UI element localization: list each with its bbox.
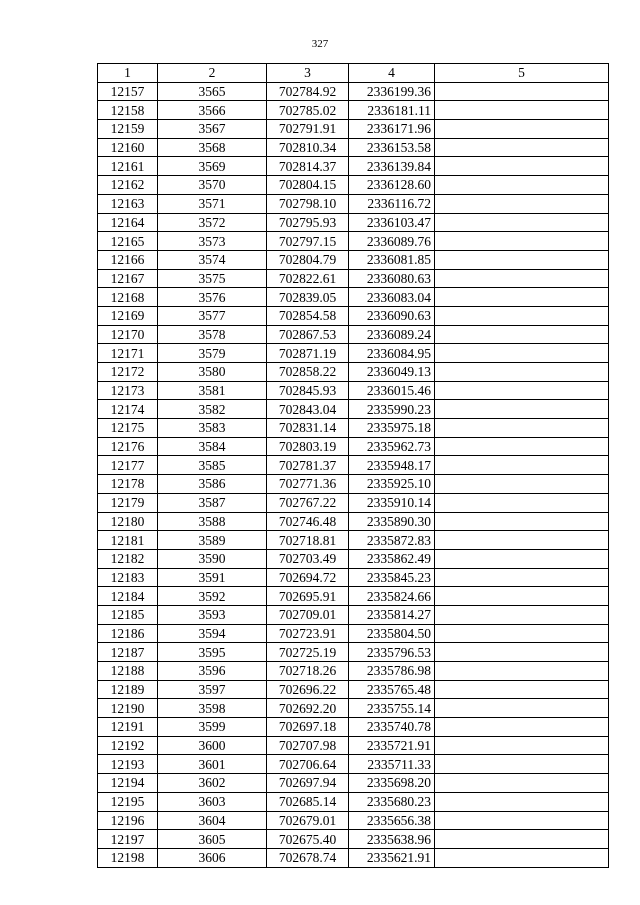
- y-coordinate-cell: 2336089.24: [349, 325, 435, 344]
- y-coordinate-cell: 2335680.23: [349, 792, 435, 811]
- table-body: [98, 82, 609, 867]
- x-coordinate-cell: 702706.64: [267, 755, 349, 774]
- y-coordinate-cell: 2336049.13: [349, 363, 435, 382]
- y-coordinate-cell: 2336015.46: [349, 381, 435, 400]
- point-number-cell: 3578: [158, 325, 267, 344]
- header-row: [98, 64, 609, 83]
- row-number-cell: 12191: [98, 718, 158, 737]
- y-coordinate-cell: 2335925.10: [349, 475, 435, 494]
- y-coordinate-cell: 2335975.18: [349, 419, 435, 438]
- x-coordinate-cell: 702709.01: [267, 605, 349, 624]
- table-row: [98, 643, 609, 662]
- row-number-cell: 12168: [98, 288, 158, 307]
- row-number-cell: 12185: [98, 605, 158, 624]
- point-number-cell: 3604: [158, 811, 267, 830]
- x-coordinate-cell: 702718.81: [267, 531, 349, 550]
- table-row: [98, 120, 609, 139]
- table-row: [98, 662, 609, 681]
- y-coordinate-cell: 2336171.96: [349, 120, 435, 139]
- point-number-cell: 3593: [158, 605, 267, 624]
- table-header: [98, 64, 609, 83]
- note-cell: [435, 680, 609, 699]
- table-row: [98, 400, 609, 419]
- y-coordinate-cell: 2335740.78: [349, 718, 435, 737]
- point-number-cell: 3574: [158, 250, 267, 269]
- y-coordinate-cell: 2335910.14: [349, 493, 435, 512]
- row-number-cell: 12178: [98, 475, 158, 494]
- table-row: [98, 680, 609, 699]
- table-row: [98, 512, 609, 531]
- note-cell: [435, 493, 609, 512]
- x-coordinate-cell: 702781.37: [267, 456, 349, 475]
- note-cell: [435, 419, 609, 438]
- y-coordinate-cell: 2335796.53: [349, 643, 435, 662]
- x-coordinate-cell: 702785.02: [267, 101, 349, 120]
- point-number-cell: 3603: [158, 792, 267, 811]
- table-row: [98, 269, 609, 288]
- note-cell: [435, 718, 609, 737]
- table-row: [98, 306, 609, 325]
- row-number-cell: 12158: [98, 101, 158, 120]
- point-number-cell: 3597: [158, 680, 267, 699]
- row-number-cell: 12174: [98, 400, 158, 419]
- note-cell: [435, 531, 609, 550]
- row-number-cell: 12162: [98, 176, 158, 195]
- table-row: [98, 475, 609, 494]
- y-coordinate-cell: 2335721.91: [349, 736, 435, 755]
- row-number-cell: 12163: [98, 194, 158, 213]
- x-coordinate-cell: 702845.93: [267, 381, 349, 400]
- y-coordinate-cell: 2336153.58: [349, 138, 435, 157]
- y-coordinate-cell: 2335862.49: [349, 549, 435, 568]
- point-number-cell: 3568: [158, 138, 267, 157]
- x-coordinate-cell: 702695.91: [267, 587, 349, 606]
- note-cell: [435, 456, 609, 475]
- x-coordinate-cell: 702804.15: [267, 176, 349, 195]
- point-number-cell: 3590: [158, 549, 267, 568]
- x-coordinate-cell: 702678.74: [267, 848, 349, 867]
- row-number-cell: 12172: [98, 363, 158, 382]
- y-coordinate-cell: 2335845.23: [349, 568, 435, 587]
- y-coordinate-cell: 2335621.91: [349, 848, 435, 867]
- note-cell: [435, 512, 609, 531]
- note-cell: [435, 587, 609, 606]
- note-cell: [435, 662, 609, 681]
- x-coordinate-cell: 702858.22: [267, 363, 349, 382]
- row-number-cell: 12187: [98, 643, 158, 662]
- point-number-cell: 3579: [158, 344, 267, 363]
- row-number-cell: 12161: [98, 157, 158, 176]
- x-coordinate-cell: 702839.05: [267, 288, 349, 307]
- note-cell: [435, 699, 609, 718]
- point-number-cell: 3589: [158, 531, 267, 550]
- row-number-cell: 12160: [98, 138, 158, 157]
- x-coordinate-cell: 702692.20: [267, 699, 349, 718]
- x-coordinate-cell: 702798.10: [267, 194, 349, 213]
- row-number-cell: 12192: [98, 736, 158, 755]
- row-number-cell: 12190: [98, 699, 158, 718]
- row-number-cell: 12167: [98, 269, 158, 288]
- x-coordinate-cell: 702797.15: [267, 232, 349, 251]
- table-row: [98, 194, 609, 213]
- column-header-4: 4: [349, 64, 435, 83]
- point-number-cell: 3606: [158, 848, 267, 867]
- note-cell: [435, 101, 609, 120]
- x-coordinate-cell: 702784.92: [267, 82, 349, 101]
- row-number-cell: 12198: [98, 848, 158, 867]
- row-number-cell: 12195: [98, 792, 158, 811]
- column-header-1: 1: [98, 64, 158, 83]
- note-cell: [435, 194, 609, 213]
- point-number-cell: 3595: [158, 643, 267, 662]
- table-row: [98, 699, 609, 718]
- point-number-cell: 3583: [158, 419, 267, 438]
- note-cell: [435, 774, 609, 793]
- note-cell: [435, 269, 609, 288]
- table-row: [98, 587, 609, 606]
- row-number-cell: 12181: [98, 531, 158, 550]
- note-cell: [435, 325, 609, 344]
- point-number-cell: 3602: [158, 774, 267, 793]
- y-coordinate-cell: 2336083.04: [349, 288, 435, 307]
- y-coordinate-cell: 2335765.48: [349, 680, 435, 699]
- y-coordinate-cell: 2336081.85: [349, 250, 435, 269]
- row-number-cell: 12184: [98, 587, 158, 606]
- y-coordinate-cell: 2335872.83: [349, 531, 435, 550]
- point-number-cell: 3591: [158, 568, 267, 587]
- x-coordinate-cell: 702694.72: [267, 568, 349, 587]
- x-coordinate-cell: 702804.79: [267, 250, 349, 269]
- table-row: [98, 493, 609, 512]
- table-row: [98, 325, 609, 344]
- table-row: [98, 250, 609, 269]
- table-row: [98, 531, 609, 550]
- row-number-cell: 12193: [98, 755, 158, 774]
- point-number-cell: 3586: [158, 475, 267, 494]
- x-coordinate-cell: 702696.22: [267, 680, 349, 699]
- x-coordinate-cell: 702831.14: [267, 419, 349, 438]
- note-cell: [435, 306, 609, 325]
- table-row: [98, 232, 609, 251]
- note-cell: [435, 381, 609, 400]
- table-row: [98, 718, 609, 737]
- point-number-cell: 3584: [158, 437, 267, 456]
- x-coordinate-cell: 702771.36: [267, 475, 349, 494]
- x-coordinate-cell: 702791.91: [267, 120, 349, 139]
- coordinates-table: [97, 63, 609, 868]
- note-cell: [435, 157, 609, 176]
- point-number-cell: 3570: [158, 176, 267, 195]
- point-number-cell: 3587: [158, 493, 267, 512]
- table-row: [98, 213, 609, 232]
- point-number-cell: 3592: [158, 587, 267, 606]
- point-number-cell: 3572: [158, 213, 267, 232]
- point-number-cell: 3585: [158, 456, 267, 475]
- y-coordinate-cell: 2335755.14: [349, 699, 435, 718]
- row-number-cell: 12176: [98, 437, 158, 456]
- table-row: [98, 419, 609, 438]
- row-number-cell: 12169: [98, 306, 158, 325]
- note-cell: [435, 363, 609, 382]
- point-number-cell: 3575: [158, 269, 267, 288]
- table-row: [98, 568, 609, 587]
- note-cell: [435, 400, 609, 419]
- y-coordinate-cell: 2335698.20: [349, 774, 435, 793]
- note-cell: [435, 475, 609, 494]
- row-number-cell: 12165: [98, 232, 158, 251]
- row-number-cell: 12171: [98, 344, 158, 363]
- column-header-5: 5: [435, 64, 609, 83]
- table-row: [98, 736, 609, 755]
- note-cell: [435, 232, 609, 251]
- y-coordinate-cell: 2336089.76: [349, 232, 435, 251]
- row-number-cell: 12194: [98, 774, 158, 793]
- x-coordinate-cell: 702725.19: [267, 643, 349, 662]
- row-number-cell: 12183: [98, 568, 158, 587]
- column-header-2: 2: [158, 64, 267, 83]
- point-number-cell: 3576: [158, 288, 267, 307]
- row-number-cell: 12186: [98, 624, 158, 643]
- note-cell: [435, 288, 609, 307]
- note-cell: [435, 792, 609, 811]
- table-row: [98, 848, 609, 867]
- point-number-cell: 3571: [158, 194, 267, 213]
- x-coordinate-cell: 702795.93: [267, 213, 349, 232]
- table-row: [98, 288, 609, 307]
- table-row: [98, 549, 609, 568]
- y-coordinate-cell: 2335990.23: [349, 400, 435, 419]
- row-number-cell: 12177: [98, 456, 158, 475]
- row-number-cell: 12157: [98, 82, 158, 101]
- note-cell: [435, 120, 609, 139]
- y-coordinate-cell: 2335962.73: [349, 437, 435, 456]
- y-coordinate-cell: 2335786.98: [349, 662, 435, 681]
- row-number-cell: 12173: [98, 381, 158, 400]
- point-number-cell: 3601: [158, 755, 267, 774]
- table-row: [98, 176, 609, 195]
- x-coordinate-cell: 702767.22: [267, 493, 349, 512]
- point-number-cell: 3598: [158, 699, 267, 718]
- y-coordinate-cell: 2336084.95: [349, 344, 435, 363]
- point-number-cell: 3567: [158, 120, 267, 139]
- row-number-cell: 12166: [98, 250, 158, 269]
- note-cell: [435, 138, 609, 157]
- point-number-cell: 3580: [158, 363, 267, 382]
- point-number-cell: 3596: [158, 662, 267, 681]
- table-row: [98, 381, 609, 400]
- table-row: [98, 437, 609, 456]
- point-number-cell: 3566: [158, 101, 267, 120]
- point-number-cell: 3588: [158, 512, 267, 531]
- note-cell: [435, 549, 609, 568]
- column-header-3: 3: [267, 64, 349, 83]
- x-coordinate-cell: 702871.19: [267, 344, 349, 363]
- row-number-cell: 12164: [98, 213, 158, 232]
- y-coordinate-cell: 2336181.11: [349, 101, 435, 120]
- note-cell: [435, 437, 609, 456]
- note-cell: [435, 624, 609, 643]
- x-coordinate-cell: 702718.26: [267, 662, 349, 681]
- row-number-cell: 12196: [98, 811, 158, 830]
- row-number-cell: 12188: [98, 662, 158, 681]
- note-cell: [435, 736, 609, 755]
- note-cell: [435, 643, 609, 662]
- table-row: [98, 605, 609, 624]
- point-number-cell: 3569: [158, 157, 267, 176]
- table-row: [98, 456, 609, 475]
- point-number-cell: 3599: [158, 718, 267, 737]
- y-coordinate-cell: 2335638.96: [349, 830, 435, 849]
- point-number-cell: 3577: [158, 306, 267, 325]
- y-coordinate-cell: 2336128.60: [349, 176, 435, 195]
- table-row: [98, 774, 609, 793]
- note-cell: [435, 176, 609, 195]
- y-coordinate-cell: 2335824.66: [349, 587, 435, 606]
- table-row: [98, 755, 609, 774]
- note-cell: [435, 848, 609, 867]
- y-coordinate-cell: 2336199.36: [349, 82, 435, 101]
- table-row: [98, 138, 609, 157]
- table-row: [98, 363, 609, 382]
- table-row: [98, 624, 609, 643]
- x-coordinate-cell: 702810.34: [267, 138, 349, 157]
- y-coordinate-cell: 2335948.17: [349, 456, 435, 475]
- point-number-cell: 3582: [158, 400, 267, 419]
- y-coordinate-cell: 2336139.84: [349, 157, 435, 176]
- x-coordinate-cell: 702867.53: [267, 325, 349, 344]
- y-coordinate-cell: 2336090.63: [349, 306, 435, 325]
- point-number-cell: 3565: [158, 82, 267, 101]
- x-coordinate-cell: 702703.49: [267, 549, 349, 568]
- x-coordinate-cell: 702803.19: [267, 437, 349, 456]
- note-cell: [435, 344, 609, 363]
- point-number-cell: 3573: [158, 232, 267, 251]
- point-number-cell: 3605: [158, 830, 267, 849]
- y-coordinate-cell: 2336080.63: [349, 269, 435, 288]
- note-cell: [435, 250, 609, 269]
- note-cell: [435, 755, 609, 774]
- table-row: [98, 157, 609, 176]
- row-number-cell: 12170: [98, 325, 158, 344]
- note-cell: [435, 811, 609, 830]
- row-number-cell: 12179: [98, 493, 158, 512]
- x-coordinate-cell: 702854.58: [267, 306, 349, 325]
- row-number-cell: 12159: [98, 120, 158, 139]
- table-row: [98, 792, 609, 811]
- table-row: [98, 811, 609, 830]
- row-number-cell: 12197: [98, 830, 158, 849]
- x-coordinate-cell: 702843.04: [267, 400, 349, 419]
- x-coordinate-cell: 702723.91: [267, 624, 349, 643]
- point-number-cell: 3600: [158, 736, 267, 755]
- x-coordinate-cell: 702814.37: [267, 157, 349, 176]
- note-cell: [435, 213, 609, 232]
- x-coordinate-cell: 702822.61: [267, 269, 349, 288]
- table-row: [98, 82, 609, 101]
- table-row: [98, 101, 609, 120]
- x-coordinate-cell: 702697.94: [267, 774, 349, 793]
- x-coordinate-cell: 702707.98: [267, 736, 349, 755]
- point-number-cell: 3594: [158, 624, 267, 643]
- x-coordinate-cell: 702685.14: [267, 792, 349, 811]
- note-cell: [435, 830, 609, 849]
- y-coordinate-cell: 2336116.72: [349, 194, 435, 213]
- row-number-cell: 12175: [98, 419, 158, 438]
- row-number-cell: 12182: [98, 549, 158, 568]
- y-coordinate-cell: 2335890.30: [349, 512, 435, 531]
- table-row: [98, 830, 609, 849]
- table-row: [98, 344, 609, 363]
- x-coordinate-cell: 702679.01: [267, 811, 349, 830]
- x-coordinate-cell: 702746.48: [267, 512, 349, 531]
- page-number: 327: [311, 38, 329, 50]
- y-coordinate-cell: 2335711.33: [349, 755, 435, 774]
- y-coordinate-cell: 2336103.47: [349, 213, 435, 232]
- x-coordinate-cell: 702675.40: [267, 830, 349, 849]
- row-number-cell: 12189: [98, 680, 158, 699]
- note-cell: [435, 605, 609, 624]
- point-number-cell: 3581: [158, 381, 267, 400]
- y-coordinate-cell: 2335814.27: [349, 605, 435, 624]
- note-cell: [435, 568, 609, 587]
- y-coordinate-cell: 2335804.50: [349, 624, 435, 643]
- y-coordinate-cell: 2335656.38: [349, 811, 435, 830]
- x-coordinate-cell: 702697.18: [267, 718, 349, 737]
- row-number-cell: 12180: [98, 512, 158, 531]
- note-cell: [435, 82, 609, 101]
